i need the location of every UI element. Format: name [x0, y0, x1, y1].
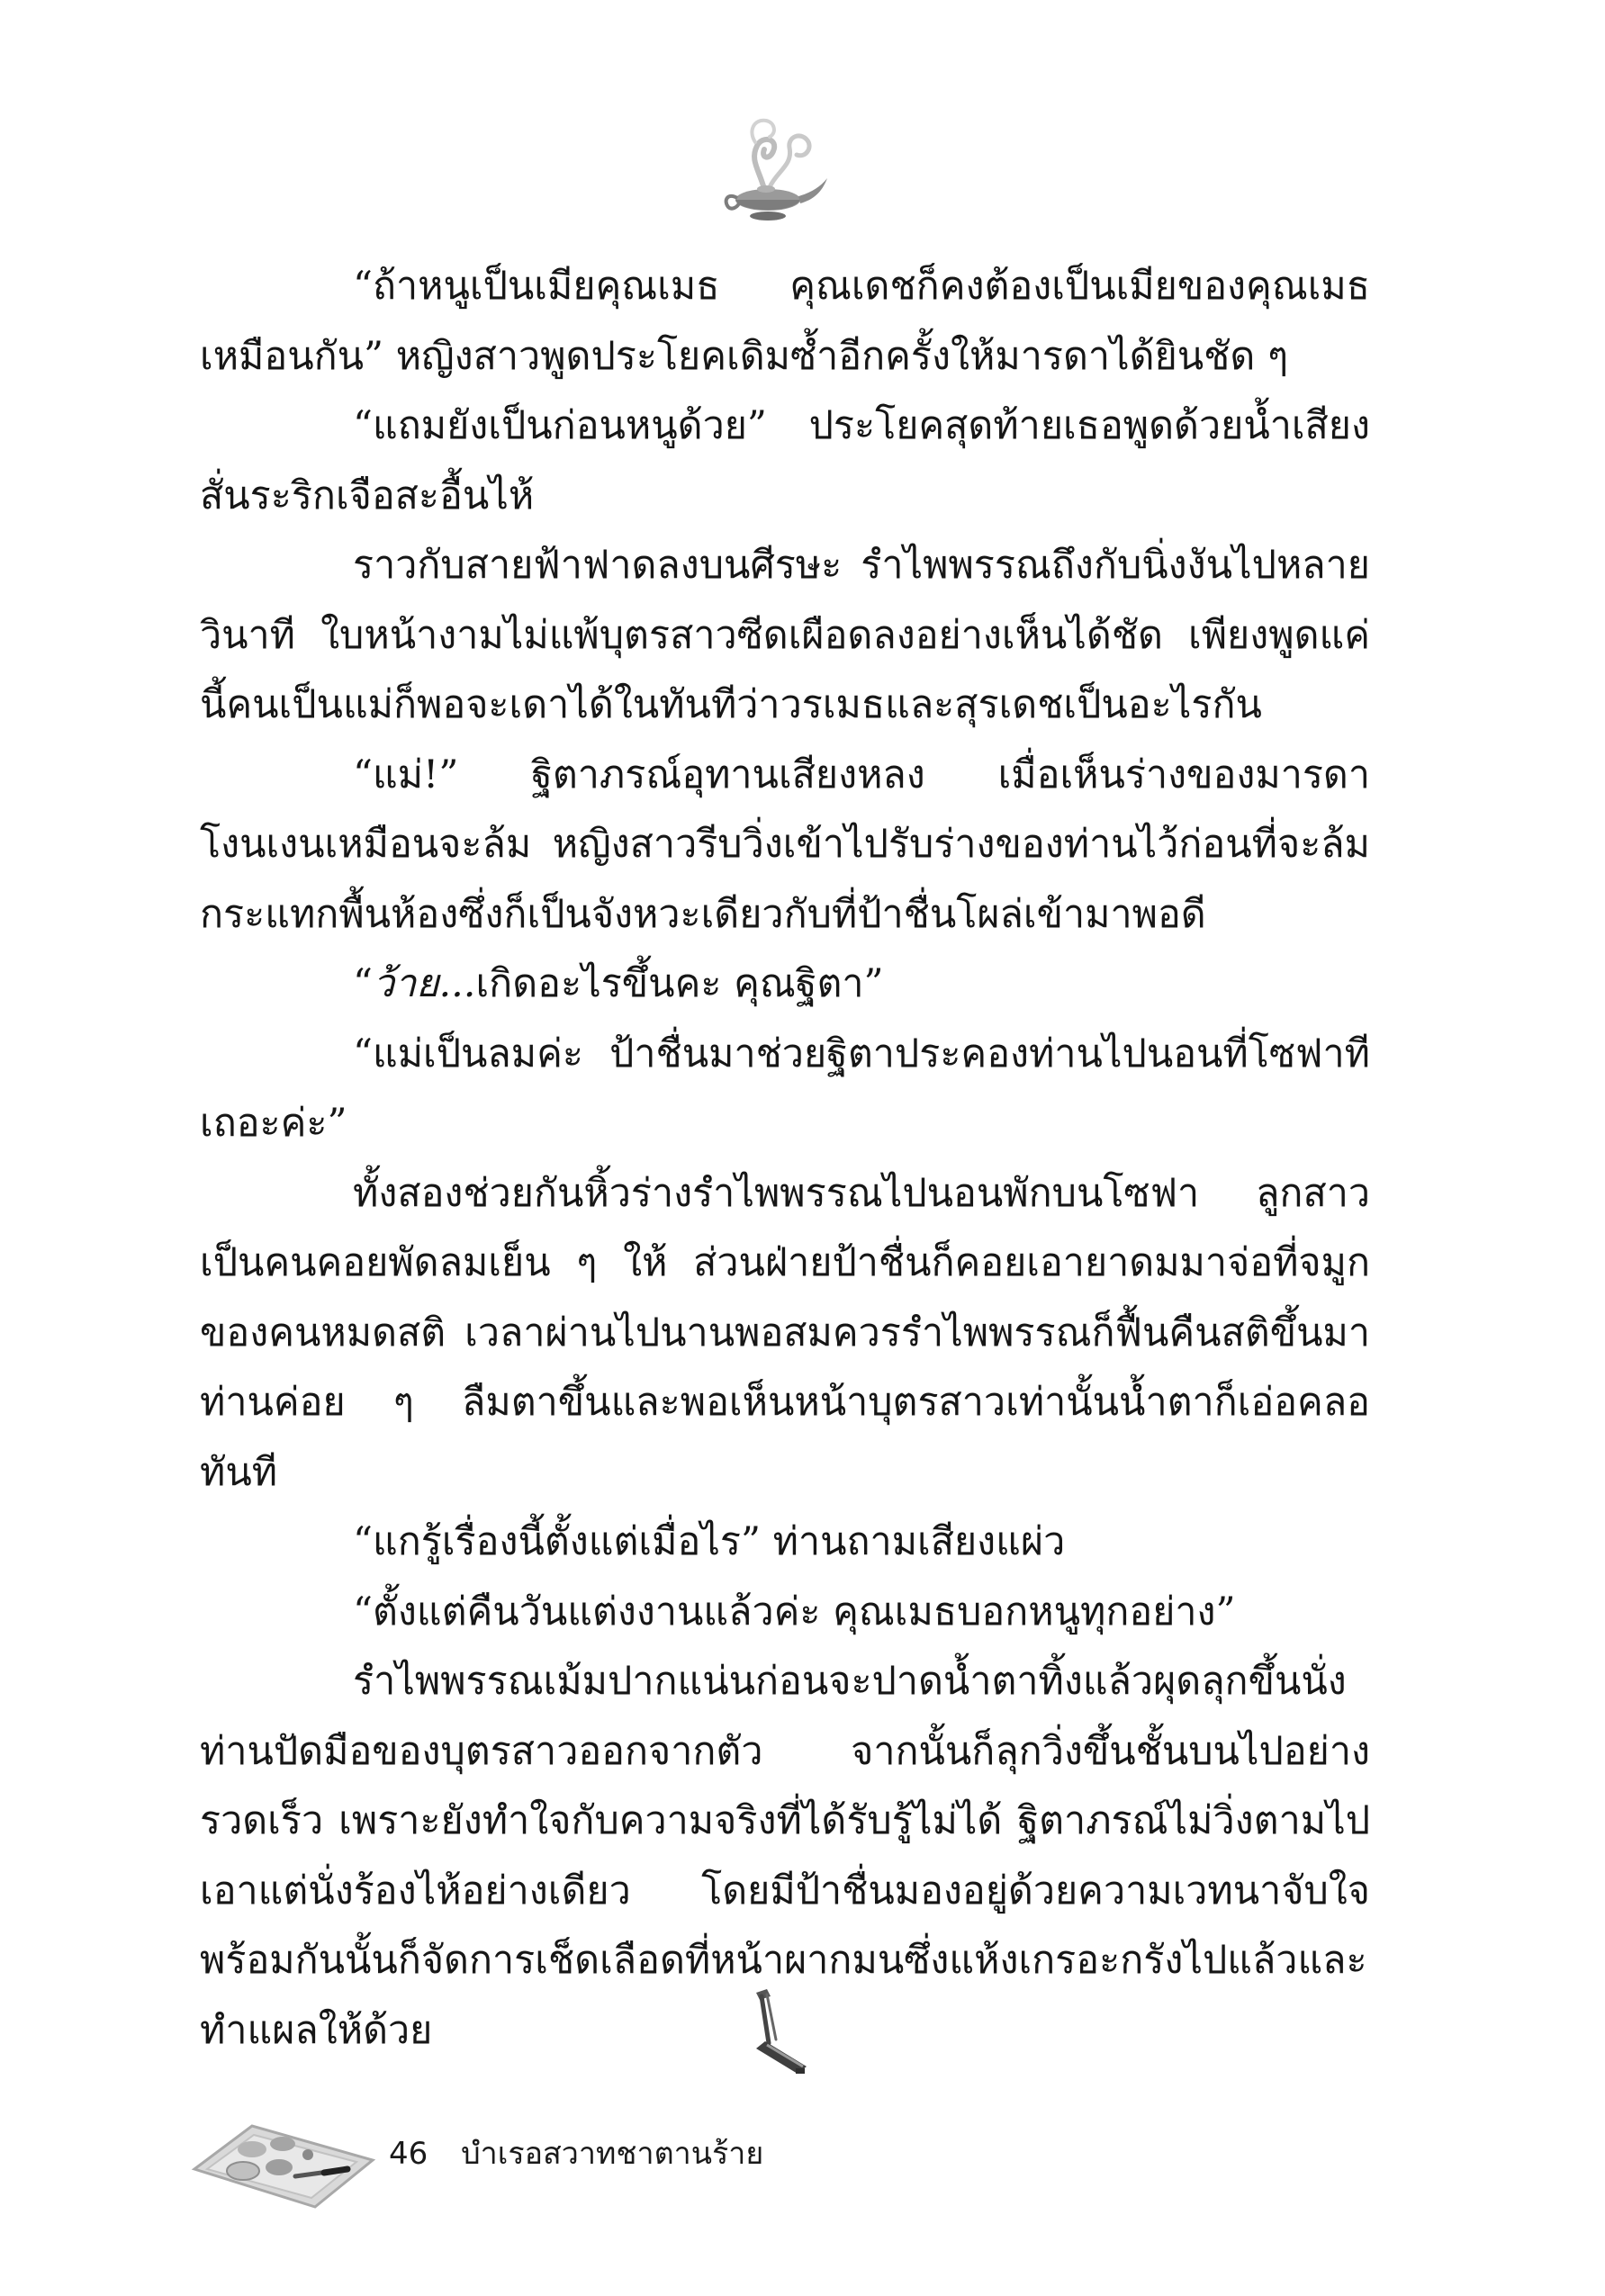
paragraph: “แม่!” ฐิตาภรณ์อุทานเสียงหลง เมื่อเห็นร่างของมารดาโงนเงนเหมือนจะล้ม หญิงสาวรีบวิ่งเข้าไปรับร่างของท่านไว้ก่อนที่จะล้มกระแทกพื้นห้องซึ่งก็เป็นจังหวะเดียวกับที่ป้าชื่นโผล่เข้ามาพอดี — [200, 752, 1370, 937]
page-footer — [389, 2131, 763, 2176]
paragraph: “ถ้าหนูเป็นเมียคุณเมธ คุณเดชก็คงต้องเป็นเมียของคุณเมธเหมือนกัน” หญิงสาวพูดประโยคเดิมซ้ำอีกครั้งให้มารดาได้ยินชัด ๆ — [200, 264, 1370, 379]
paragraph: “ตั้งแต่คืนวันแต่งงานแล้วค่ะ คุณเมธบอกหนูทุกอย่าง” — [353, 1589, 1236, 1634]
treadmill-icon — [720, 1980, 819, 2079]
paragraph: ทั้งสองช่วยกันหิ้วร่างรำไพพรรณไปนอนพักบนโซฟา ลูกสาวเป็นคนคอยพัดลมเย็น ๆ ให้ ส่วนฝ่ายป้าชื่นก็คอยเอายาดมมาจ่อที่จมูกของคนหมดสติ เวลาผ่านไปนานพอสมควรรำไพพรรณก็ฟื้นคืนสติขึ้นมา ท่านค่อย ๆ ลืมตาขึ้นและพอเห็นหน้าบุตรสาวเท่านั้นน้ำตาก็เอ่อคลอทันที — [200, 1170, 1370, 1495]
paragraph: ราวกับสายฟ้าฟาดลงบนศีรษะ รำไพพรรณถึงกับนิ่งงันไปหลายวินาที ใบหน้างามไม่แพ้บุตรสาวซีดเผือดลงอย่างเห็นได้ชัด เพียงพูดแค่นี้คนเป็นแม่ก็พอจะเดาได้ในทันทีว่าวรเมธและสุรเดชเป็นอะไรกัน — [200, 543, 1370, 727]
paragraph: “แถมยังเป็นก่อนหนูด้วย” ประโยคสุดท้ายเธอพูดด้วยน้ำเสียงสั่นระริกเจือสะอื้นไห้ — [200, 403, 1370, 518]
paragraph: “แม่เป็นลมค่ะ ป้าชื่นมาช่วยฐิตาประคองท่านไปนอนที่โซฟาทีเถอะค่ะ” — [200, 1031, 1370, 1146]
exclamation-text: ว้าย... — [372, 961, 476, 1006]
paragraph: “แกรู้เรื่องนี้ตั้งแต่เมื่อไร” ท่านถามเสียงแผ่ว — [353, 1519, 1066, 1564]
genie-lamp-icon — [707, 106, 833, 232]
page-number: 46 — [389, 2136, 428, 2172]
book-title: บำเรอสวาทชาตานร้าย — [461, 2136, 764, 2172]
paragraph: รำไพพรรณเม้มปากแน่นก่อนจะปาดน้ำตาทิ้งแล้วผุดลุกขึ้นนั่ง ท่านปัดมือของบุตรสาวออกจากตัว จากนั้นก็ลุกวิ่งขึ้นชั้นบนไปอย่างรวดเร็ว เพราะยังทำใจกับความจริงที่ได้รับรู้ไม่ได้ ฐิตาภรณ์ไม่วิ่งตามไปเอาแต่นั่งร้องไห้อย่างเดียว โดยมีป้าชื่นมองอยู่ด้วยความเวทนาจับใจ พร้อมกันนั้นก็จัดการเช็ดเลือดที่หน้าผากมนซึ่งแห้งเกรอะกรังไปแล้วและทำแผลให้ด้วย — [200, 1659, 1370, 2053]
paragraph: “ว้าย...เกิดอะไรขึ้นคะ คุณฐิตา” — [353, 961, 884, 1006]
chapter-body — [200, 252, 1370, 2066]
food-tray-icon — [189, 2106, 378, 2214]
